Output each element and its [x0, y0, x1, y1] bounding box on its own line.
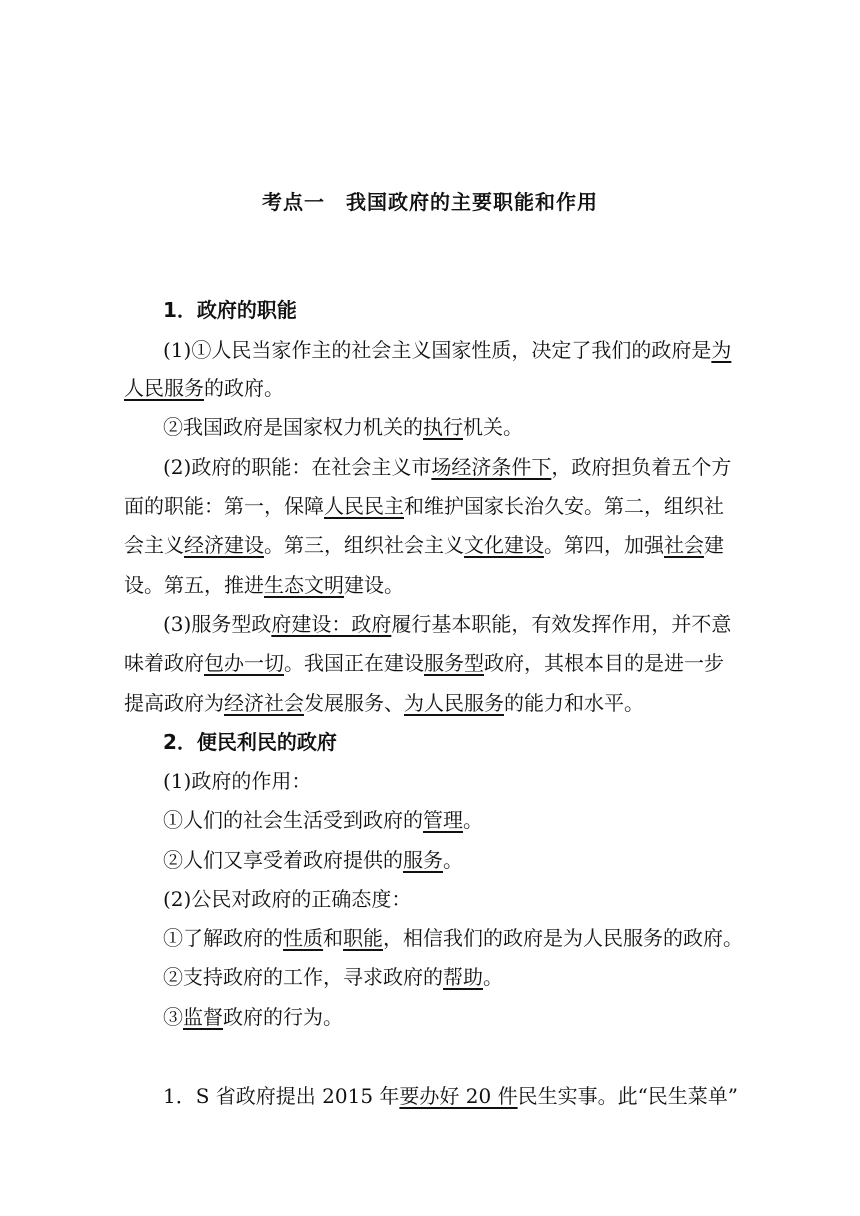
paragraph-line: ②人们又享受着政府提供的服务。 [163, 848, 463, 872]
paragraph-line: 设。第五，推进生态文明建设。 [124, 573, 404, 597]
paragraph-line: (1)①人民当家作主的社会主义国家性质，决定了我们的政府是为 [163, 338, 732, 362]
section-heading-2: 2．便民利民的政府 [163, 730, 337, 754]
paragraph-line: 人民服务的政府。 [124, 376, 284, 400]
paragraph-line: (1)政府的作用： [163, 769, 312, 793]
paragraph-line: (3)服务型政府建设：政府履行基本职能，有效发挥作用，并不意 [163, 612, 732, 636]
paragraph-line: ①人们的社会生活受到政府的管理。 [163, 808, 483, 832]
question-line: 1．S 省政府提出 2015 年要办好 20 件民生实事。此“民生菜单” [163, 1084, 739, 1108]
paragraph-line: 会主义经济建设。第三，组织社会主义文化建设。第四，加强社会建 [124, 533, 724, 557]
paragraph-line: ①了解政府的性质和职能，相信我们的政府是为人民服务的政府。 [163, 926, 743, 950]
page-title: 考点一 我国政府的主要职能和作用 [262, 190, 598, 214]
paragraph-line: 味着政府包办一切。我国正在建设服务型政府，其根本目的是进一步 [124, 651, 724, 675]
paragraph-line: ②我国政府是国家权力机关的执行机关。 [163, 415, 523, 439]
paragraph-line: 面的职能：第一，保障人民民主和维护国家长治久安。第二，组织社 [124, 494, 724, 518]
paragraph-line: (2)政府的职能：在社会主义市场经济条件下，政府担负着五个方 [163, 455, 732, 479]
paragraph-line: (2)公民对政府的正确态度： [163, 887, 412, 911]
section-heading-1: 1．政府的职能 [163, 298, 297, 322]
paragraph-line: ②支持政府的工作，寻求政府的帮助。 [163, 965, 503, 989]
paragraph-line: 提高政府为经济社会发展服务、为人民服务的能力和水平。 [124, 691, 644, 715]
paragraph-line: ③监督政府的行为。 [163, 1005, 343, 1029]
